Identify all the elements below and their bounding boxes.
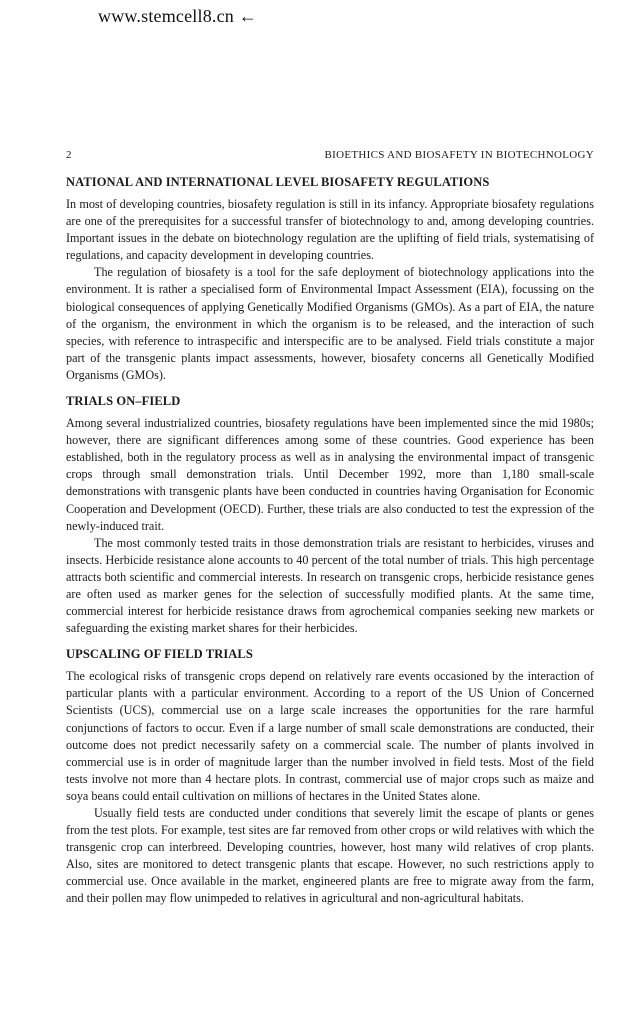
page-body (66, 175, 594, 918)
watermark-url: www.stemcell8.cn (98, 6, 234, 26)
paragraph: The most commonly tested traits in those demonstration trials are resistant to herbicides, viruses and insects. Herbicide resistance alone accounts to 40 percent of the total number of trials. This high percentage attracts both scientific and commercial interests. In research on transgenic crops, herbicide resistance genes are often used as marker genes for the selection of successfully modified plants. At the same time, commercial interest for herbicide resistance draws from agrochemical companies seeking new markets or safeguarding the existing market shares for their herbicides. (66, 535, 594, 636)
paragraph: Among several industrialized countries, biosafety regulations have been implemented since the mid 1980s; however, there are significant differences among some of these countries. Good experience has been established, both in the regulatory process as well as in analysing the environmental impact of transgenic crops through small demonstration trials. Until December 1992, more than 1,180 small-scale demonstrations with transgenic plants have been conducted in countries having Organisation for Economic Cooperation and Development (OECD). Further, these trials are also conducted to test the expression of the newly-induced trait. (66, 416, 594, 533)
paragraph: Usually field tests are conducted under conditions that severely limit the escape of plants or genes from the test plots. For example, test sites are far removed from other crops or wild relatives with which the transgenic crop can interbreed. Developing countries, however, host many wild relatives of crop plants. Also, sites are monitored to detect transgenic plants that escape. However, no such restrictions apply to commercial use. Once available in the market, engineered plants are free to migrate away from the farm, and their pollen may flow unimpeded to relatives in agricultural and non-agricultural habitats. (66, 806, 594, 906)
section-heading: UPSCALING OF FIELD TRIALS (66, 647, 253, 662)
page-number: 2 (66, 149, 72, 161)
running-head (66, 149, 594, 161)
watermark (98, 6, 257, 27)
book-title: BIOETHICS AND BIOSAFETY IN BIOTECHNOLOGY (324, 149, 594, 161)
paragraph: The regulation of biosafety is a tool for the safe deployment of biotechnology applications into the environment. It is rather a specialised form of Environmental Impact Assessment (EIA), focussing on the biological consequences of applying Genetically Modified Organisms (GMOs). As a part of EIA, the nature of the organism, the environment in which the organism is to be released, and the interaction of such species, with reference to intraspecific and interspecific are to be analysed. Field trials constitute a major part of the transgenic plants impact assessments, however, biosafety concerns all Genetically Modified Organisms (GMOs). (66, 265, 594, 382)
section-trials-on-field (66, 394, 594, 637)
section-heading: TRIALS ON–FIELD (66, 394, 181, 409)
section-biosafety-regulations (66, 175, 594, 384)
section-heading: NATIONAL AND INTERNATIONAL LEVEL BIOSAFETY REGULATIONS (66, 175, 490, 189)
paragraph: The ecological risks of transgenic crops depend on relatively rare events occasioned by the interaction of particular plants with a particular environment. According to a report of the US Union of Concerned Scientists (UCS), commercial use on a large scale increases the opportunities for the rare harmful conjunctions of factors to occur. Even if a large number of small scale demonstrations are conducted, their outcome does not predict necessarily safety on a commercial scale. The number of plants involved in commercial use is in order of magnitude larger than the number involved in field tests. Most of the field tests involve not more than 4 hectare plots. In contrast, commercial use of major crops such as maize and soya beans could entail cultivation on millions of hectares in the United States alone. (66, 669, 594, 803)
arrow-left-icon: ← (238, 6, 257, 26)
paragraph: In most of developing countries, biosafety regulation is still in its infancy. Appropriate biosafety regulations are one of the prerequisites for a successful transfer of biotechnology to and, among developing countries. Important issues in the debate on biotechnology regulation are the uplifting of field trials, systematising of regulations, and capacity development in developing countries. (66, 197, 594, 263)
section-upscaling-field-trials (66, 647, 594, 907)
